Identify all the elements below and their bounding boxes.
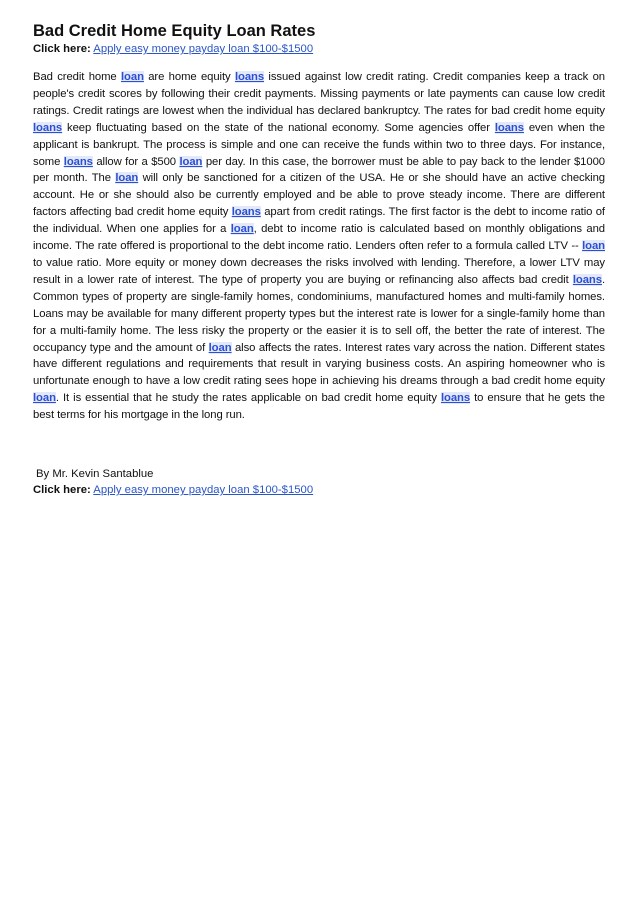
keyword-link[interactable]: loan	[33, 392, 56, 405]
author-byline: By Mr. Kevin Santablue	[36, 468, 154, 480]
footer-click-line	[33, 482, 605, 498]
payday-loan-link[interactable]: Apply easy money payday loan $100-$1500	[93, 484, 314, 496]
document-page	[33, 22, 605, 424]
paragraph-text: even when the applicant is bankrupt. The process is simple and one can receive the funds within two to three days. For instance, some	[33, 121, 605, 168]
keyword-link[interactable]: loans	[234, 71, 265, 83]
header-click-line	[33, 41, 605, 57]
keyword-link[interactable]: loan	[230, 223, 254, 236]
keyword-link[interactable]: loan	[582, 240, 605, 253]
keyword-link[interactable]: loans	[33, 121, 63, 134]
paragraph-text: also affects the rates. Interest rates vary across the nation. Different states have different regulations and requirements that result in varying business costs. An aspiring homeowner who is unfortunate enough to have a low credit rating sees hope in achieving his dreams through a bad credit home equity	[33, 341, 605, 388]
paragraph-text: Bad credit home	[33, 71, 121, 83]
paragraph-text: are home equity	[143, 71, 235, 83]
paragraph-text: allow for a $500	[92, 155, 180, 168]
keyword-link[interactable]: loan	[208, 341, 232, 354]
paragraph-text: to value ratio. More equity or money down decreases the risks involved with lending. Therefore, a lower LTV may result in a lower rate of interest. The type of property you are buying or refinancing also affects bad credit	[33, 256, 605, 286]
paragraph-text: . It is essential that he study the rates applicable on bad credit home equity	[55, 392, 441, 405]
keyword-link[interactable]: loan	[179, 155, 203, 168]
paragraph-text: apart from credit ratings. The first factor is the debt to income ratio of the individual. When one applies for a	[33, 206, 605, 236]
paragraph-text: issued against low credit rating. Credit companies keep a track on people's credit scores by following their credit payments. Missing payments or late payments can cause low credit ratings. Credit ratings are lowest when the individual has declared bankruptcy. The rates for bad credit home equity	[33, 71, 605, 117]
click-here-label: Click here:	[33, 484, 91, 496]
article-paragraph	[33, 69, 605, 424]
keyword-link[interactable]: loan	[115, 172, 139, 185]
paragraph-text: to ensure that he gets the best terms for his mortgage in the long run.	[33, 392, 605, 422]
paragraph-text: . Common types of property are single-family homes, condominiums, manufactured homes and multi-family homes. Loans may be available for many different property types but the interest rate is lower for a single-family home than for a multi-family home. The less risky the property or the easier it is to sell off, the better the rate of interest. The occupancy type and the amount of	[33, 273, 605, 354]
click-here-label: Click here:	[33, 43, 91, 55]
paragraph-text: keep fluctuating based on the state of the national economy. Some agencies offer	[62, 121, 495, 134]
payday-loan-link[interactable]: Apply easy money payday loan $100-$1500	[93, 43, 314, 55]
keyword-link[interactable]: loans	[63, 155, 93, 168]
page-title: Bad Credit Home Equity Loan Rates	[33, 22, 316, 40]
footer	[33, 466, 605, 498]
paragraph-text: per day. In this case, the borrower must be able to pay back to the lender $1000 per month. The	[33, 155, 605, 185]
keyword-link[interactable]: loans	[494, 121, 524, 134]
keyword-link[interactable]: loans	[231, 206, 261, 219]
keyword-link[interactable]: loans	[572, 273, 602, 286]
paragraph-text: , debt to income ratio is calculated based on monthly obligations and income. The rate offered is proportional to the debt income ratio. Lenders often refer to a formula called LTV --	[33, 223, 605, 253]
keyword-link[interactable]: loans	[440, 392, 471, 405]
paragraph-text: will only be sanctioned for a citizen of the USA. He or she should have an active checking account. He or she should also be currently employed and be able to prove steady income. There are different factors affecting bad credit home equity	[33, 172, 605, 219]
keyword-link[interactable]: loan	[120, 71, 144, 83]
